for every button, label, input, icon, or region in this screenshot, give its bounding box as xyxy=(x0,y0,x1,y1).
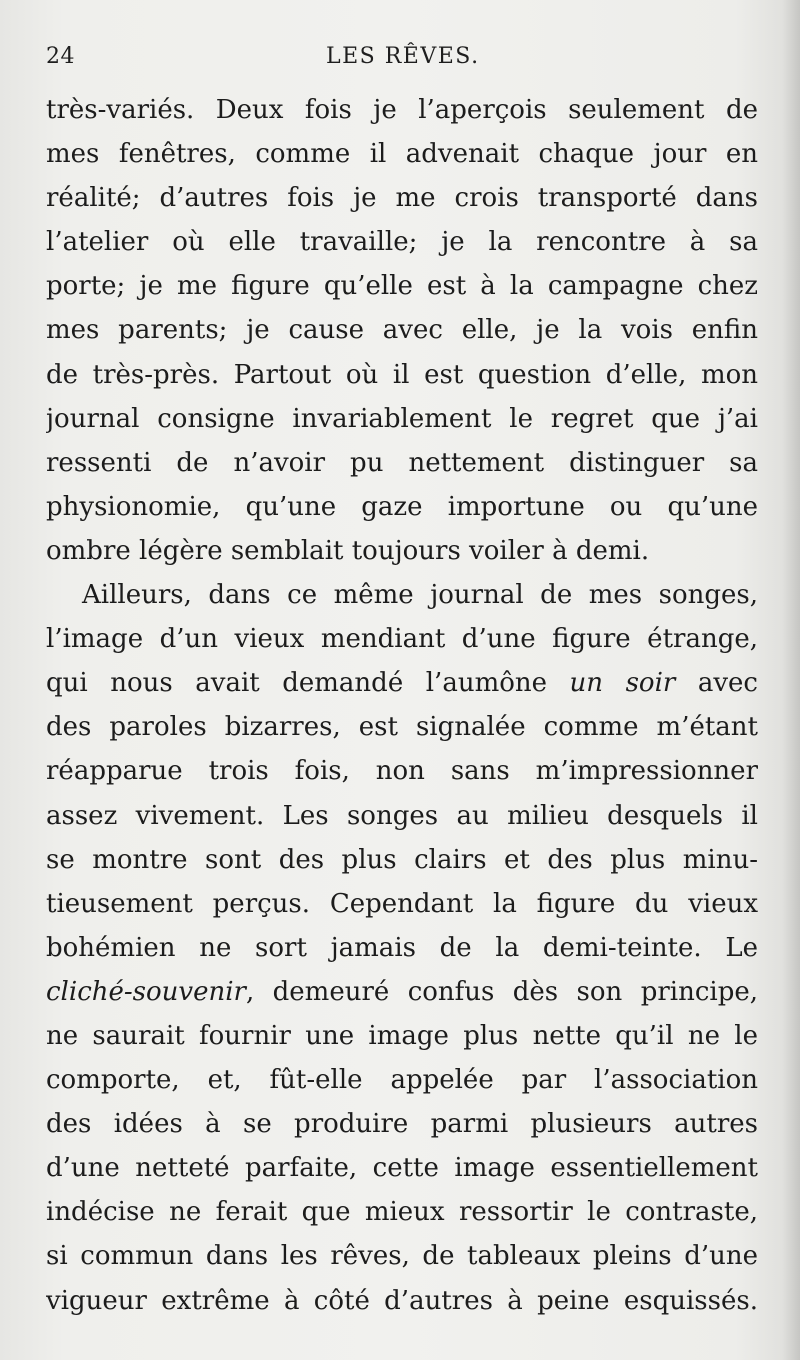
text-line: mes fenêtres, comme il advenait chaque jour en xyxy=(46,139,758,170)
text-line: très-variés. Deux fois je l’aperçois seulement de xyxy=(46,95,758,125)
text-line: Ailleurs, dans ce même journal de mes songes, xyxy=(82,580,758,611)
text-body xyxy=(46,88,758,1323)
text-run: qui nous avait demandé l’aumône xyxy=(46,668,570,699)
text-line: des idées à se produire parmi plusieurs autres xyxy=(46,1109,758,1140)
text-run: avec xyxy=(675,668,758,699)
text-line: ombre légère semblait toujours voiler à demi. xyxy=(46,535,650,566)
italic-phrase: un soir xyxy=(569,668,676,699)
text-line: d’une netteté parfaite, cette image essentiellement xyxy=(46,1153,758,1184)
text-line: réalité; d’autres fois je me crois transporté dans xyxy=(46,183,758,214)
running-title: LES RÊVES. xyxy=(326,44,480,69)
text-line: l’atelier où elle travaille; je la rencontre à sa xyxy=(46,227,758,258)
text-line: porte; je me figure qu’elle est à la campagne chez xyxy=(46,271,758,302)
paragraph-2 xyxy=(46,573,758,1323)
text-line: des paroles bizarres, est signalée comme m’étant xyxy=(46,712,758,743)
text-line: l’image d’un vieux mendiant d’une figure étrange, xyxy=(46,624,758,655)
text-run: , demeuré confus dès son principe, xyxy=(245,976,758,1007)
text-line: journal consigne invariablement le regret que j’ai xyxy=(46,403,758,434)
text-line xyxy=(46,661,758,705)
text-line: comporte, et, fût-elle appelée par l’association xyxy=(46,1065,758,1096)
page-edge-shadow xyxy=(782,0,800,1360)
text-line: se montre sont des plus clairs et des plus minu- xyxy=(46,844,758,875)
text-line: assez vivement. Les songes au milieu desquels il xyxy=(46,800,758,831)
paragraph-1 xyxy=(46,88,758,573)
running-head xyxy=(46,40,758,76)
text-line: indécise ne ferait que mieux ressortir le contraste, xyxy=(46,1197,758,1228)
text-line: tieusement perçus. Cependant la figure du vieux xyxy=(46,888,758,919)
page-number: 24 xyxy=(46,44,75,69)
text-line: physionomie, qu’une gaze importune ou qu’une xyxy=(46,491,758,522)
italic-phrase: cliché-souvenir xyxy=(46,976,246,1007)
text-line: ressenti de n’avoir pu nettement distinguer sa xyxy=(46,447,758,478)
text-line: vigueur extrême à côté d’autres à peine esquissés. xyxy=(46,1285,758,1316)
text-line: bohémien ne sort jamais de la demi-teinte. Le xyxy=(46,932,758,963)
text-line xyxy=(46,970,758,1014)
text-line: si commun dans les rêves, de tableaux pleins d’une xyxy=(46,1241,758,1272)
text-line: réapparue trois fois, non sans m’impressionner xyxy=(46,756,758,787)
text-line: mes parents; je cause avec elle, je la vois enfin xyxy=(46,315,758,346)
text-line: ne saurait fournir une image plus nette qu’il ne le xyxy=(46,1020,758,1051)
text-line: de très-près. Partout où il est question d’elle, mon xyxy=(46,359,758,390)
